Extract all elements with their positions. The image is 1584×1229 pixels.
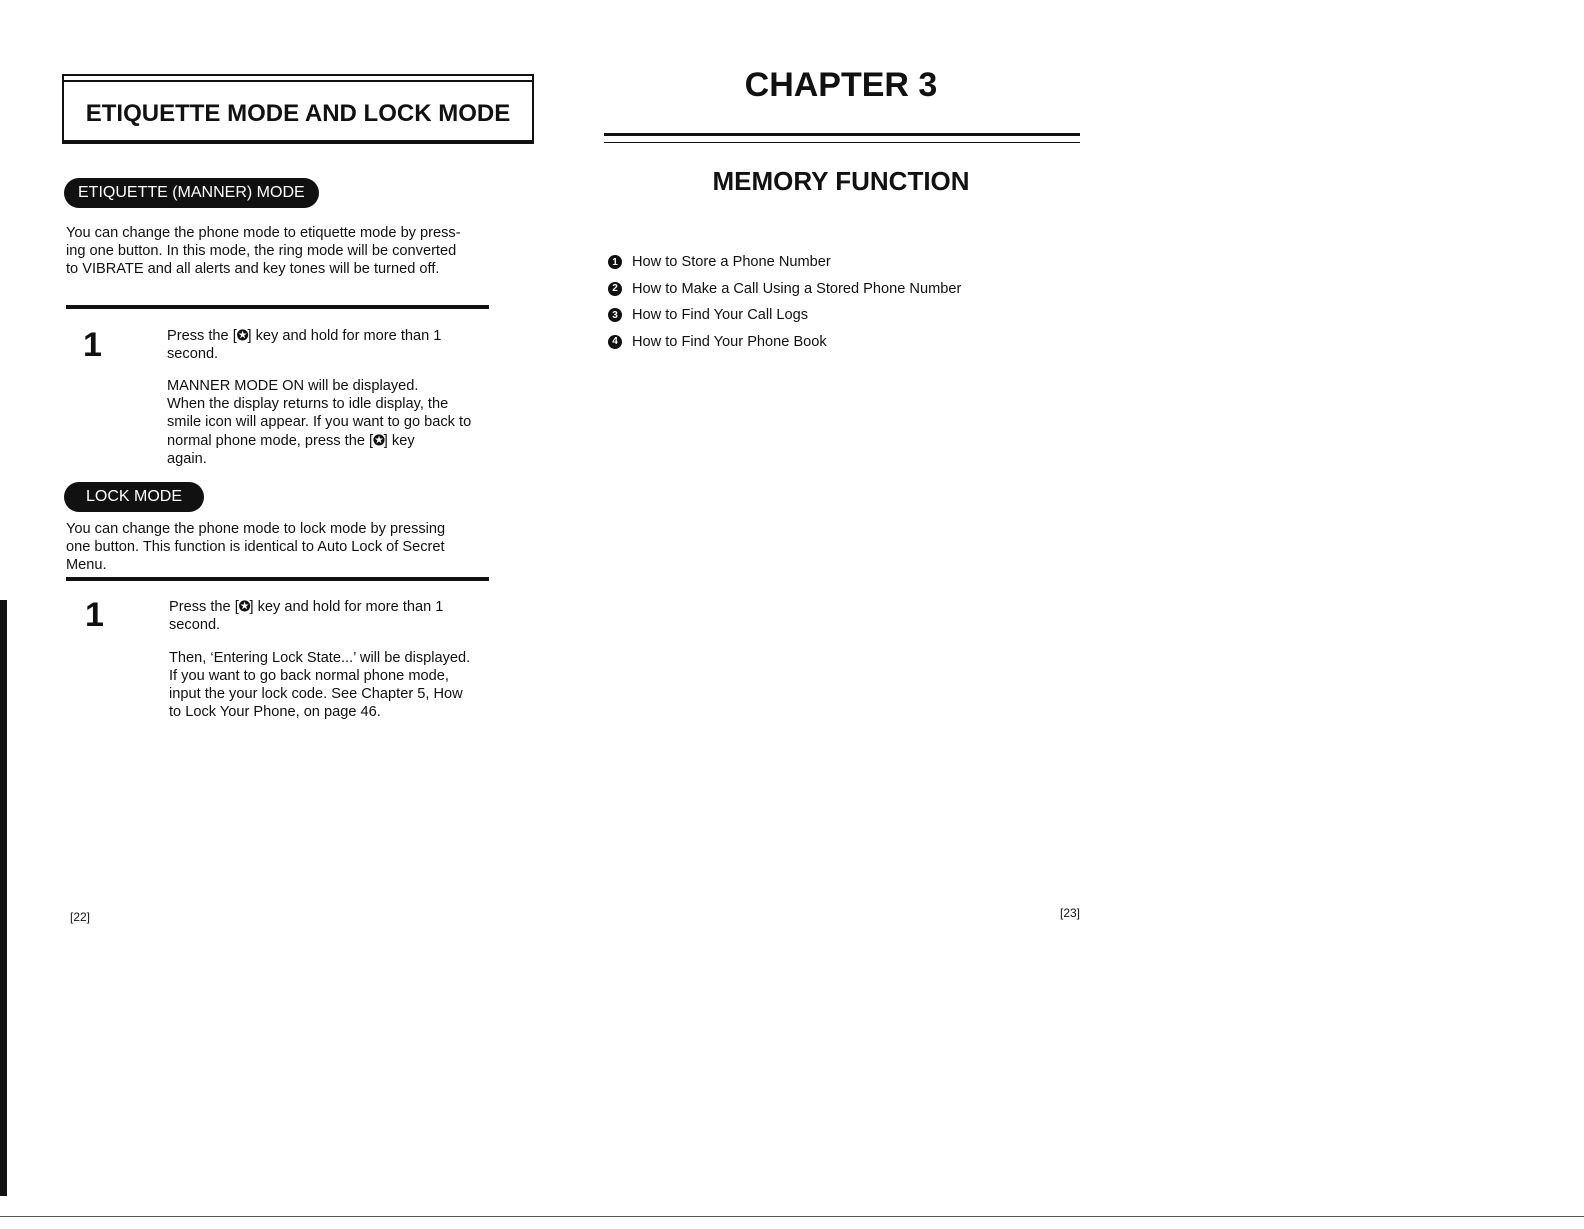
lock-result-line: to Lock Your Phone, on page 46. [169,704,381,720]
list-item [608,249,961,276]
step-text-pre: Press the [ [167,328,237,344]
title-box-bottom-rule [64,140,532,143]
step-text-post: ] key and hold for more than 1 [247,328,442,344]
scan-bottom-line [0,1216,1584,1217]
etiquette-step-text [167,326,497,363]
number-bullet-icon: 3 [608,308,622,322]
etiquette-result-line: When the display returns to idle display, the [167,396,449,412]
lock-result-line: If you want to go back normal phone mode, [169,668,449,684]
list-item [608,276,961,303]
etiquette-divider [66,305,489,309]
lock-intro [66,520,445,574]
lock-step-line: second. [169,617,221,633]
etiquette-intro-line: ing one button. In this mode, the ring mode will be converted [66,243,457,259]
lock-step-number: 1 [85,596,104,634]
etiquette-result-text [167,377,497,468]
left-page-number: [22] [70,910,91,924]
step-text-post: ] key and hold for more than 1 [249,599,444,615]
chapter-heading: CHAPTER 3 [744,66,938,104]
list-item [608,329,961,356]
etiquette-intro [66,224,461,278]
etiquette-result-line: MANNER MODE ON will be displayed. [167,378,419,394]
number-bullet-icon: 4 [608,335,622,349]
lock-result-line: input the your lock code. See Chapter 5, How [169,686,463,702]
etiquette-intro-line: You can change the phone mode to etiquette mode by press- [66,225,461,241]
chapter-title: MEMORY FUNCTION [712,166,970,196]
manner-key-icon: ✪ [373,432,384,448]
etiquette-intro-line: to VIBRATE and all alerts and key tones will be turned off. [66,261,440,277]
etiquette-step-line: second. [167,346,219,362]
list-item-label: How to Find Your Call Logs [632,307,809,324]
section-title-box [62,74,534,144]
title-box-top-rule [64,80,532,82]
section-title: ETIQUETTE MODE AND LOCK MODE [85,100,511,127]
scan-edge-line [0,600,7,1196]
etiquette-step-line [167,326,497,345]
lock-step-line [169,597,499,616]
chapter-rule-thick [604,133,1080,136]
etiquette-step-number: 1 [83,326,102,364]
step-text-pre: Press the [ [169,599,239,615]
list-item [608,302,961,329]
result-text-post: ] key [383,433,415,449]
list-item-label: How to Store a Phone Number [632,254,831,271]
lock-heading-pill: LOCK MODE [64,482,204,512]
etiquette-result-line [167,431,497,450]
number-bullet-icon: 2 [608,282,622,296]
result-text-pre: normal phone mode, press the [ [167,433,374,449]
chapter-rule-thin [604,142,1080,143]
etiquette-result-line: again. [167,451,207,467]
right-page-number: [23] [1060,906,1081,920]
lock-step-text [169,597,499,634]
lock-intro-line: one button. This function is identical to Auto Lock of Secret [66,539,445,555]
list-item-label: How to Make a Call Using a Stored Phone Number [632,280,962,297]
chapter-contents-list [608,249,961,355]
etiquette-heading-pill: ETIQUETTE (MANNER) MODE [64,178,319,208]
number-bullet-icon: 1 [608,255,622,269]
etiquette-result-line: smile icon will appear. If you want to go back to [167,414,472,430]
lock-divider [66,577,489,581]
lock-intro-line: You can change the phone mode to lock mode by pressing [66,521,446,537]
lock-result-line: Then, ‘Entering Lock State...’ will be displayed. [169,650,471,666]
list-item-label: How to Find Your Phone Book [632,333,827,350]
manner-key-icon: ✪ [238,598,250,614]
lock-intro-line: Menu. [66,557,107,573]
manner-key-icon: ✪ [236,327,248,343]
lock-result-text [169,649,499,721]
